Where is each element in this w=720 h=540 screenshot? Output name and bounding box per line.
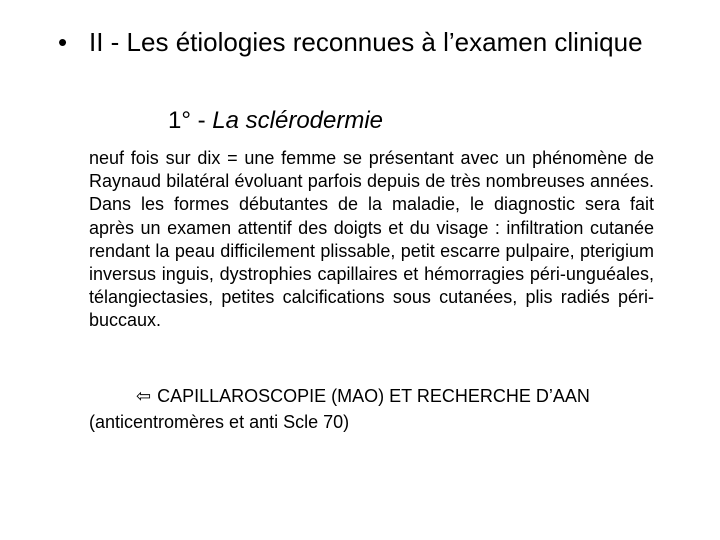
heading-text: II - Les étiologies reconnues à l’examen clinique <box>89 27 643 57</box>
subheading-title: La sclérodermie <box>212 107 384 134</box>
body-paragraph: neuf fois sur dix = une femme se présentant avec un phénomène de Raynaud bilatéral évoluant parfois depuis de très nombreuses années. Dans les formes débutantes de la maladie, le diagnostic sera fait après un examen attentif des doigts et du visage : infiltration cutanée rendant la peau difficilement plissable, petit escarre pulpaire, pterigium inversus inguis, dystrophies capillaires et hémorragies péri-unguéales, télangiectasies, petites calcifications sous cutanées, plis radiés péri-buccaux. <box>89 148 654 331</box>
section-subheading <box>168 106 383 136</box>
left-arrow-icon: ⇦ <box>136 386 152 406</box>
subheading-number: 1° - <box>168 107 213 134</box>
slide-heading <box>58 26 658 58</box>
reference-text: CAPILLAROSCOPIE (MAO) ET RECHERCHE D’AAN <box>157 386 590 406</box>
bullet-icon: • <box>58 27 68 57</box>
reference-detail: (anticentromères et anti Scle 70) <box>89 412 350 432</box>
reference-line <box>136 384 590 408</box>
